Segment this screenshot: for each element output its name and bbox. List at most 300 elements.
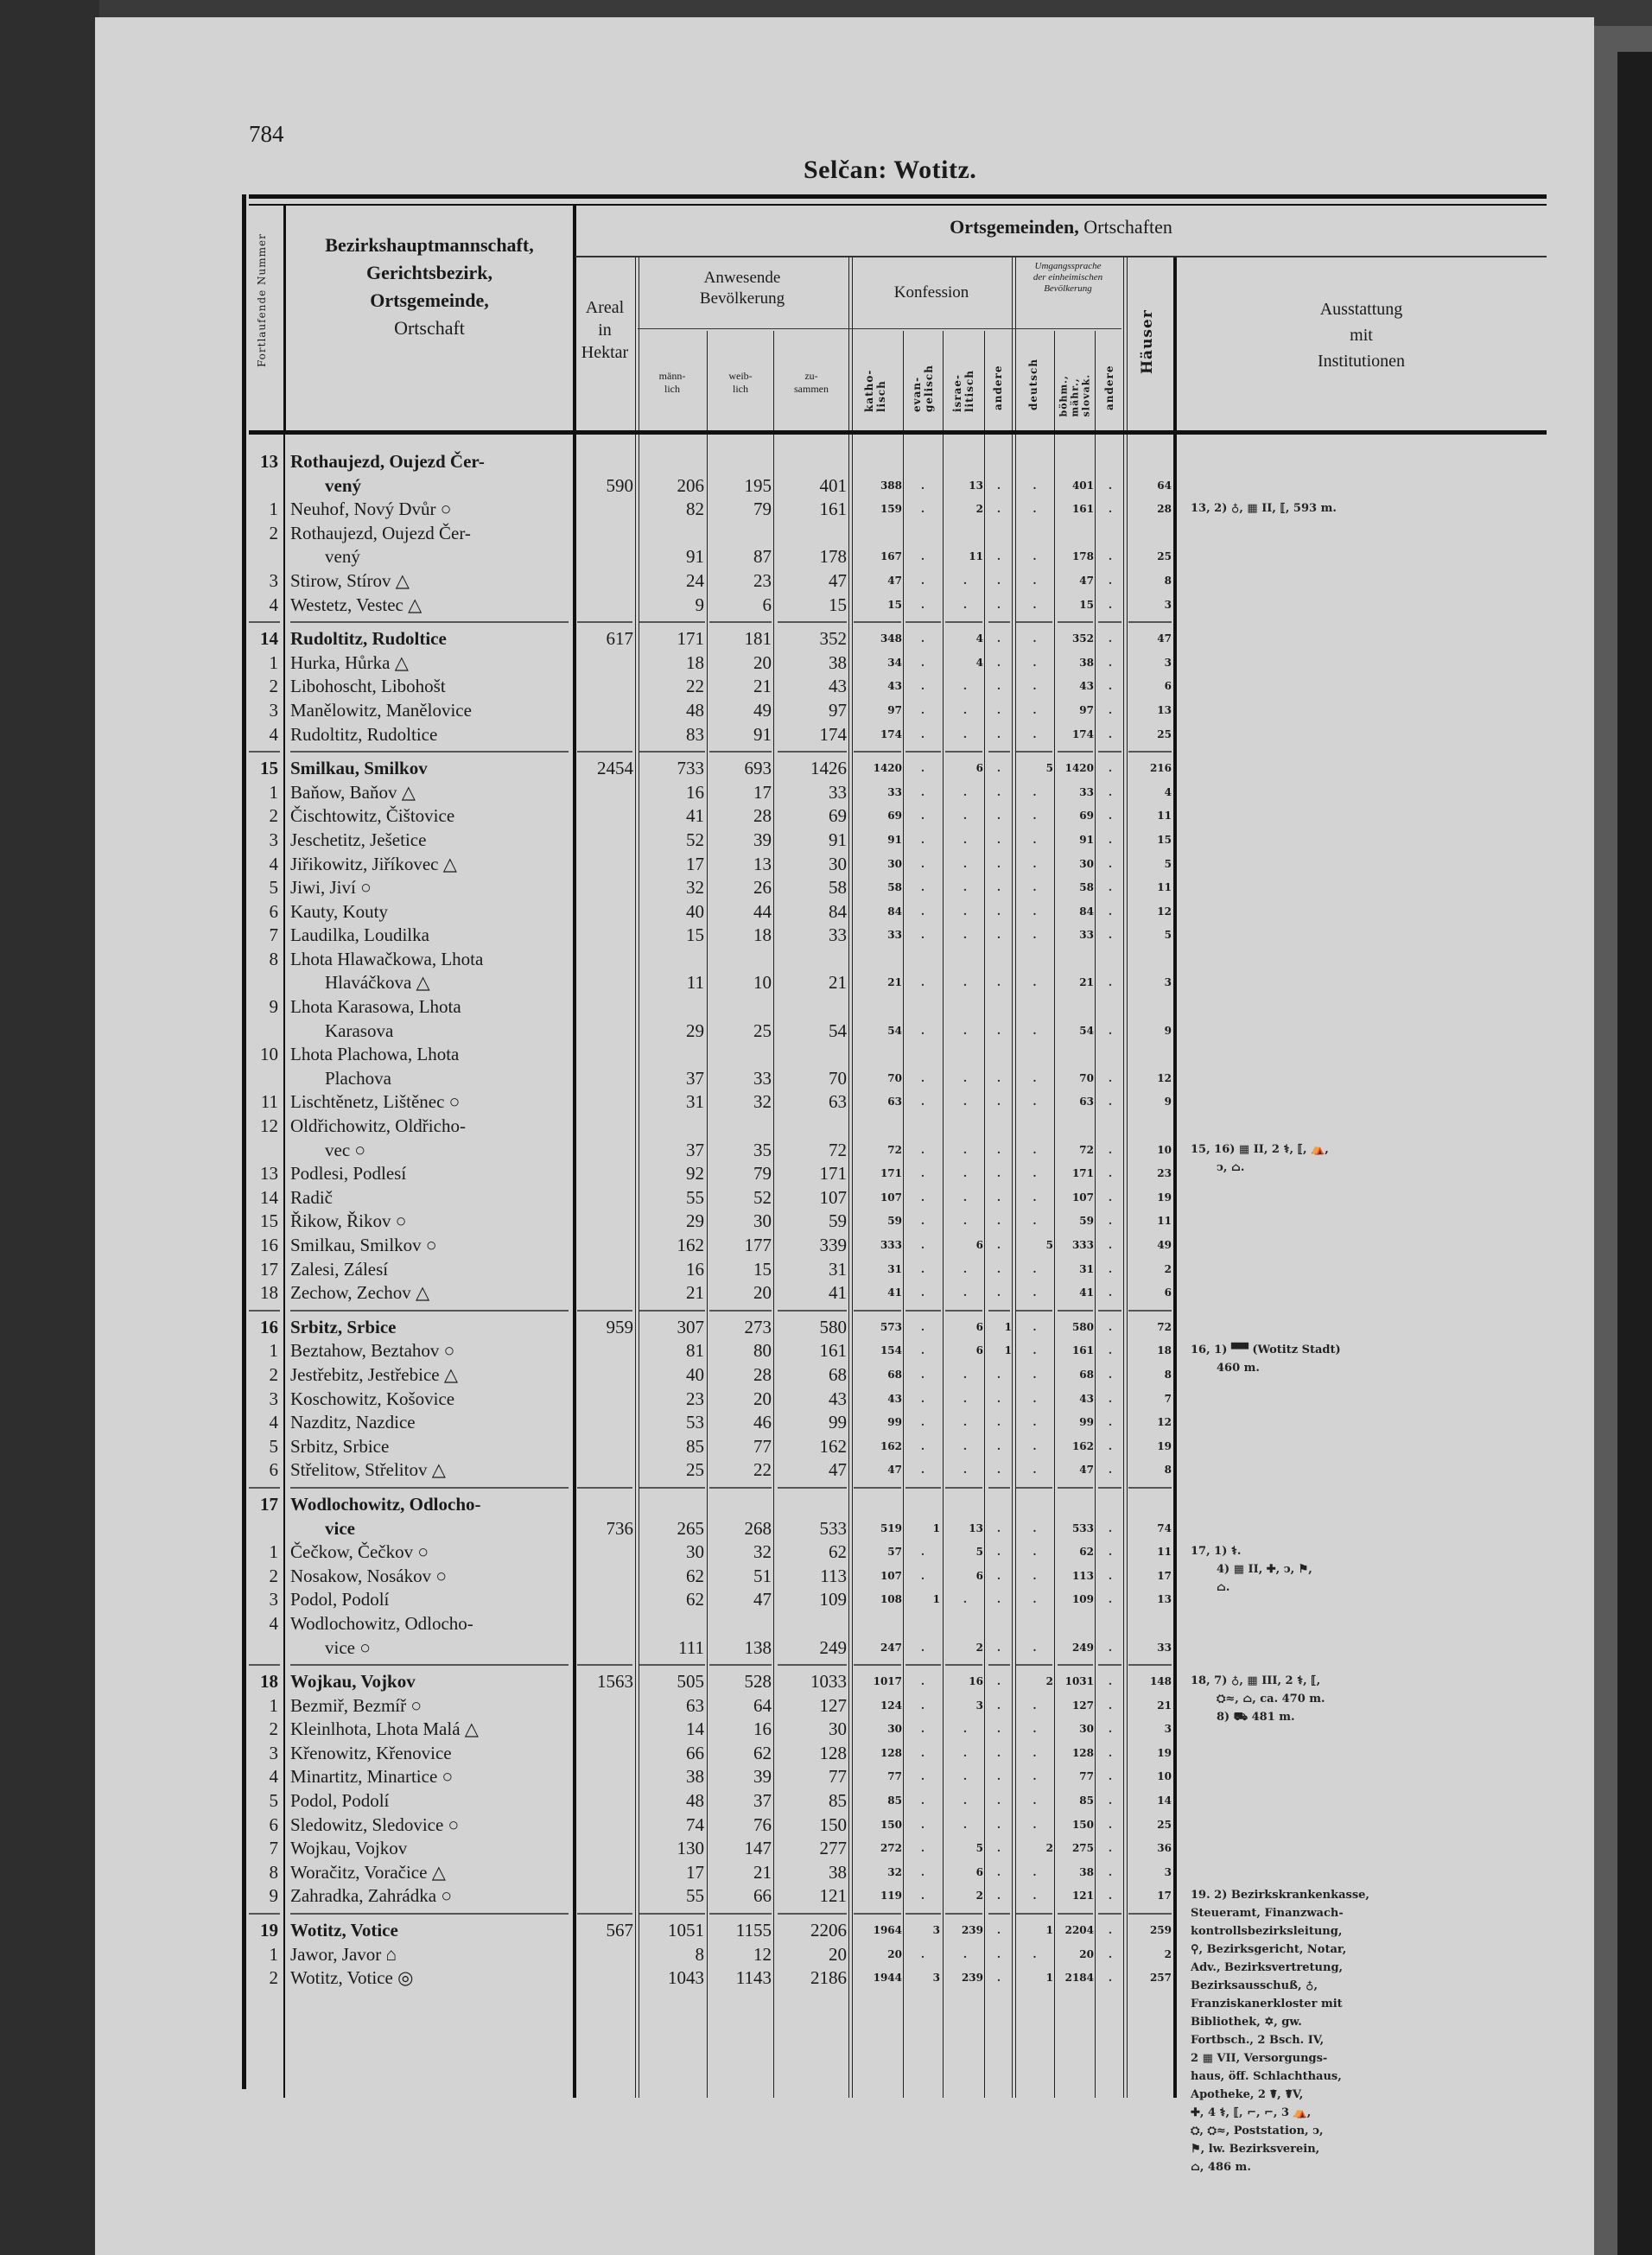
cell-b: 150 — [1071, 1818, 1094, 1831]
cell-w: 80 — [753, 1340, 772, 1362]
row-number: 9 — [269, 1885, 278, 1907]
cell-d: . — [1032, 1521, 1037, 1534]
cell-w: 26 — [753, 877, 772, 899]
cell-z: 128 — [819, 1742, 847, 1763]
separator-rule — [945, 1913, 982, 1915]
row-number: 1 — [269, 1340, 278, 1362]
cell-h: 2 — [1164, 1947, 1172, 1960]
cell-k: 41 — [887, 1286, 902, 1299]
cell-z: 352 — [819, 628, 847, 650]
place-name: Woračitz, Voračice △ — [290, 1861, 446, 1883]
cell-e: . — [920, 550, 925, 563]
row-number: 4 — [269, 1612, 278, 1634]
cell-b: 41 — [1079, 1286, 1094, 1299]
running-head: Selčan: Wotitz. — [804, 156, 977, 184]
cell-d: . — [1032, 1723, 1037, 1736]
cell-z: 20 — [829, 1943, 847, 1965]
cell-a: . — [996, 1416, 1001, 1429]
cell-m: 92 — [686, 1163, 704, 1185]
cell-e: . — [920, 1215, 925, 1228]
cell-z: 401 — [819, 474, 847, 496]
separator-rule — [709, 751, 772, 753]
cell-b: 31 — [1079, 1262, 1094, 1275]
row-number: 13 — [260, 1163, 278, 1185]
cell-m: 91 — [686, 546, 704, 568]
ortschaft-row — [249, 781, 1547, 805]
cell-i: . — [963, 1723, 968, 1736]
cell-d: . — [1032, 905, 1037, 918]
cell-m: 16 — [686, 781, 704, 803]
cell-w: 46 — [753, 1412, 772, 1433]
cell-b: 62 — [1079, 1546, 1094, 1559]
cell-ua: . — [1108, 1344, 1113, 1357]
cell-w: 79 — [753, 1163, 772, 1185]
cell-i: . — [963, 1464, 968, 1477]
header-konfession-andere: andere — [992, 365, 1004, 410]
cell-d: . — [1032, 785, 1037, 798]
cell-b: 21 — [1079, 976, 1094, 989]
cell-d: . — [1032, 1865, 1037, 1878]
cell-m: 40 — [686, 1363, 704, 1385]
separator-rule — [249, 1913, 280, 1915]
place-name: Beztahow, Beztahov ○ — [290, 1340, 455, 1362]
row-number: 18 — [260, 1282, 278, 1304]
cell-b: 533 — [1071, 1521, 1094, 1534]
cell-b: 97 — [1079, 703, 1094, 716]
header-divider — [848, 256, 849, 430]
cell-d: . — [1032, 1593, 1037, 1606]
header-name-column — [287, 232, 572, 342]
cell-d: . — [1032, 1320, 1037, 1333]
cell-z: 70 — [829, 1067, 847, 1089]
place-name: Srbitz, Srbice — [290, 1435, 390, 1457]
header-name-line: Bezirkshauptmannschaft, — [325, 234, 534, 256]
separator-rule — [249, 1487, 280, 1489]
cell-z: 178 — [819, 546, 847, 568]
cell-ua: . — [1108, 1464, 1113, 1477]
row-number: 18 — [260, 1671, 278, 1693]
cell-b: 68 — [1079, 1368, 1094, 1381]
cell-i: . — [963, 905, 968, 918]
separator-rule — [778, 751, 847, 753]
cell-z: 62 — [829, 1541, 847, 1563]
cell-e: . — [920, 1167, 925, 1180]
place-name: Jiřikowitz, Jiříkovec △ — [290, 853, 457, 874]
row-number: 7 — [269, 1838, 278, 1859]
cell-m: 18 — [686, 651, 704, 673]
cell-z: 121 — [819, 1885, 847, 1907]
cell-w: 62 — [753, 1742, 772, 1763]
row-number: 19 — [260, 1920, 278, 1941]
ausstattung-note-line: 13, 2) ♁, ▦ II, ⟦, 593 m. — [1191, 502, 1337, 515]
row-number: 16 — [260, 1316, 278, 1337]
cell-d: 5 — [1045, 762, 1053, 775]
cell-m: 52 — [686, 829, 704, 850]
cell-a: . — [996, 703, 1001, 716]
cell-i: . — [963, 857, 968, 870]
row-number: 3 — [269, 569, 278, 591]
place-name: Srbitz, Srbice — [290, 1316, 397, 1337]
row-number: 4 — [269, 594, 278, 615]
separator-rule — [1016, 751, 1052, 753]
cell-ua: . — [1108, 550, 1113, 563]
cell-z: 1426 — [810, 758, 847, 779]
cell-a: . — [996, 1521, 1001, 1534]
cell-b: 58 — [1079, 881, 1094, 894]
place-name: Rudoltitz, Rudoltice — [290, 723, 438, 745]
place-name: Oldřichowitz, Oldřicho- — [290, 1115, 466, 1137]
ortschaft-row — [249, 1765, 1547, 1789]
cell-w: 1143 — [735, 1967, 772, 1989]
cell-m: 17 — [686, 1861, 704, 1883]
cell-m: 30 — [686, 1541, 704, 1563]
cell-b: 178 — [1071, 550, 1094, 563]
cell-k: 30 — [887, 1723, 902, 1736]
cell-i: 6 — [975, 1320, 983, 1333]
cell-d: . — [1032, 1368, 1037, 1381]
cell-h: 12 — [1157, 1416, 1172, 1429]
header-areal-line: in — [598, 321, 612, 340]
separator-rule — [1098, 1913, 1121, 1915]
cell-d: . — [1032, 929, 1037, 942]
cell-h: 259 — [1149, 1924, 1172, 1937]
cell-z: 2186 — [810, 1967, 847, 1989]
separator-rule — [1058, 751, 1093, 753]
row-number: 12 — [260, 1115, 278, 1137]
cell-d: . — [1032, 1143, 1037, 1156]
cell-z: 277 — [819, 1838, 847, 1859]
cell-z: 107 — [819, 1186, 847, 1208]
separator-rule — [1058, 1913, 1093, 1915]
cell-i: . — [963, 1143, 968, 1156]
row-number: 1 — [269, 781, 278, 803]
separator-rule — [854, 1310, 901, 1312]
cell-i: . — [963, 1215, 968, 1228]
cell-a: . — [996, 680, 1001, 693]
cell-b: 249 — [1071, 1641, 1094, 1654]
cell-w: 181 — [744, 628, 772, 650]
cell-ua: . — [1108, 810, 1113, 823]
ortschaft-row — [249, 1636, 1547, 1661]
cell-d: . — [1032, 632, 1037, 645]
header-katholisch — [863, 352, 887, 412]
cell-k: 69 — [887, 810, 902, 823]
header-deutsch: deutsch — [1027, 358, 1039, 410]
header-divider — [1012, 256, 1013, 430]
cell-h: 28 — [1157, 503, 1172, 516]
cell-a: . — [996, 1641, 1001, 1654]
cell-i: . — [963, 929, 968, 942]
cell-k: 91 — [887, 833, 902, 846]
cell-z: 249 — [819, 1636, 847, 1658]
cell-i: . — [963, 1770, 968, 1783]
cell-w: 32 — [753, 1091, 772, 1113]
cell-w: 51 — [753, 1565, 772, 1586]
cell-areal: 617 — [606, 628, 633, 650]
ortschaft-row — [249, 1458, 1547, 1483]
place-name: Plachova — [325, 1067, 391, 1089]
header-areal — [575, 296, 634, 364]
cell-d: . — [1032, 857, 1037, 870]
cell-h: 49 — [1157, 1239, 1172, 1251]
cell-d: . — [1032, 1746, 1037, 1759]
cell-w: 20 — [753, 651, 772, 673]
separator-rule — [905, 1487, 941, 1489]
cell-areal: 590 — [606, 474, 633, 496]
row-number: 3 — [269, 829, 278, 850]
cell-ua: . — [1108, 1842, 1113, 1855]
ausstattung-note — [1191, 1672, 1549, 1726]
cell-ua: . — [1108, 1071, 1113, 1084]
cell-a: . — [996, 1071, 1001, 1084]
cell-d: 5 — [1045, 1239, 1053, 1251]
cell-z: 47 — [829, 569, 847, 591]
cell-ua: . — [1108, 833, 1113, 846]
cell-d: . — [1032, 1215, 1037, 1228]
place-name: Kauty, Kouty — [290, 900, 388, 922]
cell-e: . — [920, 1723, 925, 1736]
cell-k: 43 — [887, 680, 902, 693]
cell-h: 36 — [1157, 1842, 1172, 1855]
row-number: 14 — [260, 1186, 278, 1208]
cell-k: 59 — [887, 1215, 902, 1228]
cell-w: 91 — [753, 723, 772, 745]
cell-i: . — [963, 703, 968, 716]
ausstattung-note-line: ⚲, Bezirksgericht, Notar, — [1191, 1943, 1347, 1956]
place-name: Jeschetitz, Ješetice — [290, 829, 427, 850]
header-katholisch-line: lisch — [875, 380, 887, 412]
header-bevoelkerung-line: Anwesende — [703, 269, 781, 287]
separator-rule — [1058, 1664, 1093, 1666]
cell-e: 3 — [932, 1924, 940, 1937]
cell-z: 84 — [829, 900, 847, 922]
separator-rule — [290, 1664, 569, 1666]
scan-edge-left — [0, 0, 99, 2255]
header-katholisch-line: katho- — [863, 369, 875, 412]
cell-z: 1033 — [810, 1671, 847, 1693]
cell-k: 57 — [887, 1546, 902, 1559]
separator-rule — [639, 1487, 705, 1489]
cell-e: . — [920, 810, 925, 823]
cell-z: 174 — [819, 723, 847, 745]
cell-m: 24 — [686, 569, 704, 591]
cell-b: 1420 — [1064, 762, 1094, 775]
separator-rule — [905, 1913, 941, 1915]
cell-w: 37 — [753, 1790, 772, 1812]
separator-rule — [905, 1310, 941, 1312]
cell-i: . — [963, 976, 968, 989]
row-number: 8 — [269, 948, 278, 969]
cell-b: 161 — [1071, 503, 1094, 516]
ortschaft-row — [249, 1837, 1547, 1861]
cell-w: 13 — [753, 853, 772, 874]
cell-b: 38 — [1079, 656, 1094, 669]
table-frame-left — [242, 194, 246, 2089]
separator-rule — [1128, 1310, 1172, 1312]
cell-b: 77 — [1079, 1770, 1094, 1783]
header-boehmisch-line: mähr., — [1069, 378, 1081, 417]
cell-ua: . — [1108, 1818, 1113, 1831]
separator-rule — [1016, 1913, 1052, 1915]
cell-i: . — [963, 1947, 968, 1960]
header-maennlich-line: männ- — [658, 370, 686, 382]
header-umgangssprache-line: der einheimischen — [1032, 272, 1103, 283]
cell-a: . — [996, 857, 1001, 870]
header-divider — [635, 256, 636, 430]
cell-d: . — [1032, 503, 1037, 516]
ortsgemeinde-row — [249, 450, 1547, 474]
cell-e: . — [920, 1699, 925, 1712]
cell-k: 108 — [880, 1593, 902, 1606]
cell-i: . — [963, 1746, 968, 1759]
cell-h: 11 — [1157, 881, 1172, 894]
cell-h: 3 — [1164, 976, 1172, 989]
header-divider — [984, 331, 985, 430]
cell-i: . — [963, 1593, 968, 1606]
place-name: Sledowitz, Sledovice ○ — [290, 1814, 460, 1835]
header-divider — [283, 206, 286, 430]
cell-d: . — [1032, 479, 1037, 492]
separator-rule — [1058, 1310, 1093, 1312]
cell-a: . — [996, 1746, 1001, 1759]
cell-h: 8 — [1164, 1464, 1172, 1477]
cell-ua: . — [1108, 976, 1113, 989]
cell-a: . — [996, 976, 1001, 989]
cell-k: 43 — [887, 1392, 902, 1405]
header-divider — [1173, 256, 1177, 430]
separator-rule — [1016, 1310, 1052, 1312]
cell-d: . — [1032, 1071, 1037, 1084]
cell-m: 15 — [686, 924, 704, 946]
cell-m: 41 — [686, 805, 704, 827]
cell-a: . — [996, 1464, 1001, 1477]
ausstattung-note — [1191, 1140, 1549, 1177]
cell-w: 12 — [753, 1943, 772, 1965]
cell-w: 49 — [753, 699, 772, 721]
ausstattung-note-line: ↄ, ⌂. — [1217, 1161, 1245, 1174]
cell-z: 41 — [829, 1282, 847, 1304]
cell-a: . — [996, 1770, 1001, 1783]
row-number: 17 — [260, 1493, 278, 1515]
ortschaft-row — [249, 723, 1547, 747]
cell-k: 15 — [887, 598, 902, 611]
cell-h: 21 — [1157, 1699, 1172, 1712]
cell-b: 20 — [1079, 1947, 1094, 1960]
ausstattung-note-line: ⚑, lw. Bezirksverein, — [1191, 2143, 1320, 2156]
cell-d: . — [1032, 1024, 1037, 1037]
cell-i: . — [963, 833, 968, 846]
cell-e: 1 — [932, 1593, 940, 1606]
separator-rule — [854, 1487, 901, 1489]
cell-h: 64 — [1157, 479, 1172, 492]
cell-m: 48 — [686, 1790, 704, 1812]
cell-z: 69 — [829, 805, 847, 827]
separator-rule — [290, 1913, 569, 1915]
header-zusammen-line: zu- — [804, 370, 818, 382]
ortschaft-row — [249, 1043, 1547, 1067]
cell-ua: . — [1108, 1416, 1113, 1429]
cell-m: 265 — [677, 1517, 704, 1539]
cell-a: . — [996, 1167, 1001, 1180]
cell-k: 1964 — [873, 1924, 902, 1937]
cell-w: 268 — [744, 1517, 772, 1539]
cell-h: 12 — [1157, 1071, 1172, 1084]
cell-d: 1 — [1045, 1924, 1053, 1937]
cell-i: 6 — [975, 1865, 983, 1878]
cell-k: 388 — [880, 479, 902, 492]
cell-h: 11 — [1157, 1546, 1172, 1559]
cell-d: . — [1032, 1947, 1037, 1960]
separator-rule — [945, 621, 982, 623]
cell-k: 68 — [887, 1368, 902, 1381]
place-name: vec ○ — [325, 1139, 366, 1160]
table-frame-top — [249, 194, 1547, 206]
header-maennlich — [638, 370, 707, 396]
cell-b: 162 — [1071, 1439, 1094, 1452]
cell-h: 11 — [1157, 1215, 1172, 1228]
header-ausstattung-line: Ausstattung — [1319, 300, 1403, 319]
cell-k: 247 — [880, 1641, 902, 1654]
cell-k: 1017 — [873, 1675, 902, 1688]
cell-w: 28 — [753, 805, 772, 827]
cell-d: . — [1032, 1286, 1037, 1299]
ortschaft-row — [249, 651, 1547, 676]
cell-d: . — [1032, 1641, 1037, 1654]
cell-d: . — [1032, 1464, 1037, 1477]
cell-b: 171 — [1071, 1167, 1094, 1180]
cell-e: . — [920, 727, 925, 740]
cell-z: 59 — [829, 1210, 847, 1232]
separator-rule — [290, 621, 569, 623]
separator-rule — [639, 1310, 705, 1312]
cell-i: . — [963, 881, 968, 894]
cell-w: 528 — [744, 1671, 772, 1693]
cell-k: 63 — [887, 1096, 902, 1108]
place-name: Baňow, Baňov △ — [290, 781, 416, 803]
ausstattung-note-line: ⛭≈, ⌂, ca. 470 m. — [1217, 1693, 1325, 1706]
place-name: Wotitz, Votice ◎ — [290, 1967, 414, 1989]
cell-z: 15 — [829, 594, 847, 615]
cell-d: . — [1032, 1569, 1037, 1582]
cell-h: 3 — [1164, 598, 1172, 611]
cell-d: . — [1032, 680, 1037, 693]
cell-z: 38 — [829, 1861, 847, 1883]
ortsgemeinde-row — [249, 757, 1547, 781]
row-number: 15 — [260, 1210, 278, 1232]
cell-k: 20 — [887, 1947, 902, 1960]
cell-w: 77 — [753, 1435, 772, 1457]
separator-rule — [1098, 1664, 1121, 1666]
cell-w: 23 — [753, 569, 772, 591]
cell-m: 162 — [677, 1235, 704, 1255]
cell-ua: . — [1108, 1024, 1113, 1037]
cell-h: 3 — [1164, 656, 1172, 669]
cell-h: 6 — [1164, 1286, 1172, 1299]
cell-k: 333 — [880, 1239, 902, 1251]
cell-d: . — [1032, 656, 1037, 669]
cell-ua: . — [1108, 1794, 1113, 1807]
cell-d: . — [1032, 574, 1037, 587]
separator-rule — [1128, 1913, 1172, 1915]
cell-ua: . — [1108, 703, 1113, 716]
cell-i: 2 — [975, 503, 983, 516]
cell-i: . — [963, 574, 968, 587]
cell-k: 174 — [880, 727, 902, 740]
ortschaft-row — [249, 1814, 1547, 1838]
separator-rule — [945, 1664, 982, 1666]
header-areal-line: Areal — [585, 298, 625, 317]
cell-w: 33 — [753, 1067, 772, 1089]
